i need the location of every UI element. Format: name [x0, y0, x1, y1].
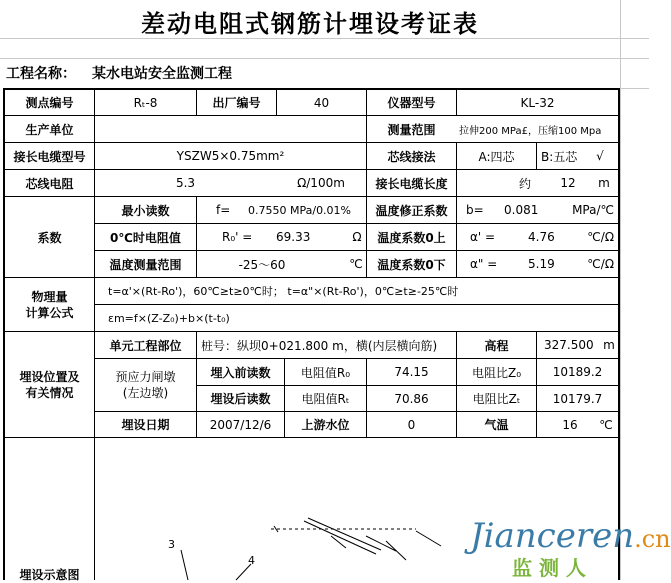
watermark-cn: .cn	[634, 525, 671, 553]
elevation-unit: m	[603, 338, 615, 352]
elevation-value: 327.500	[544, 338, 594, 352]
cable-length-label: 接长电缆长度	[375, 176, 448, 191]
b-unit: MPa/℃	[572, 203, 614, 217]
sketch-leader-3	[181, 550, 188, 580]
model-label: 仪器型号	[387, 96, 436, 110]
cable-length-approx: 约	[518, 176, 531, 191]
b-symbol: b=	[466, 203, 484, 217]
range-value: 拉伸200 MPa£，压缩100 Mpa	[459, 125, 602, 137]
unit-project-label: 单元工程部位	[109, 338, 182, 353]
temp-range-label: 温度测量范围	[109, 257, 182, 272]
alpha1-symbol: α' =	[470, 230, 496, 244]
coefficient-label: 系数	[37, 230, 62, 245]
project-label: 工程名称：	[6, 66, 76, 82]
sketch-label: 埋设示意图	[19, 568, 80, 582]
point-no-value: Rₜ-8	[133, 95, 158, 110]
sketch-number-4: 4	[248, 554, 255, 567]
elevation-label: 高程	[484, 338, 509, 353]
zt-label: 电阻比Zₜ	[472, 392, 521, 406]
f-value: 0.7550 MPa/0.01%	[248, 203, 352, 217]
factory-no-value: 40	[313, 95, 330, 110]
project-name: 某水电站安全监测工程	[92, 66, 232, 82]
before-reading-label: 埋入前读数	[210, 365, 271, 380]
factory-no-label: 出厂编号	[212, 96, 261, 110]
z0-value: 10189.2	[552, 365, 603, 379]
cable-type-value: YSZW5×0.75mm²	[176, 149, 285, 163]
manufacturer-label: 生产单位	[25, 122, 74, 137]
rt-label: 电阻值Rₜ	[301, 392, 350, 406]
col-line	[456, 196, 457, 277]
air-temp-label: 气温	[484, 418, 509, 432]
col-line	[456, 169, 457, 196]
model-value: KL-32	[520, 95, 555, 110]
z0-label: 电阻比Z₀	[471, 365, 522, 380]
alpha1-unit: ℃/Ω	[587, 230, 614, 244]
structure-location: 预应力闸墩 (左边墩)	[115, 370, 176, 400]
min-reading-label: 最小读数	[121, 203, 170, 218]
cable-length-value: 12	[560, 176, 576, 190]
table-right-border	[618, 88, 620, 580]
grid-line	[620, 0, 621, 580]
watermark-logo	[470, 516, 671, 580]
point-no-label: 测点编号	[25, 96, 74, 110]
upstream-level-label: 上游水位	[301, 418, 350, 432]
install-location-label: 埋设位置及 有关情况	[19, 369, 80, 400]
zt-value: 10179.7	[552, 391, 603, 406]
cable-type-label: 接长电缆型号	[13, 149, 86, 164]
watermark-chinese: 监 测 人	[512, 556, 586, 580]
option-five-core: B:五芯	[541, 149, 578, 164]
core-resistance-label: 芯线电阻	[25, 176, 74, 191]
core-resistance-unit: Ω/100m	[297, 176, 345, 190]
pile-number-value: 桩号：纵坝0+021.800 m，横(内层横向筋)	[201, 338, 438, 353]
sketch-number-3: 3	[168, 538, 175, 551]
b-value: 0.081	[504, 203, 539, 217]
temp-coef-above-label: 温度系数0上	[377, 230, 446, 245]
alpha1-value: 4.76	[528, 230, 555, 244]
formula-strain: εm=f×(Z-Z₀)+b×(t-t₀)	[108, 311, 230, 325]
r0-before-label: 电阻值R₀	[300, 365, 351, 380]
manufacturer-value	[95, 116, 366, 142]
range-label: 测量范围	[387, 122, 436, 137]
watermark-text: Jianceren	[470, 516, 635, 556]
formula-label: 物理量 计算公式	[25, 289, 74, 320]
temp-range-unit: ℃	[349, 257, 363, 271]
alpha2-unit: ℃/Ω	[587, 257, 614, 271]
air-temp-unit: ℃	[599, 417, 613, 432]
form-title: 差动电阻式钢筋计埋设考证表	[141, 10, 479, 38]
r0-value: 69.33	[276, 230, 311, 244]
rt-value: 70.86	[394, 391, 429, 406]
grid-line	[0, 58, 649, 59]
formula-temperature: t=α'×(Rt-Ro')，60℃≥t≥0℃时； t=α"×(Rt-Ro')，0℃≥t≥-25℃时	[108, 285, 459, 298]
install-date-value: 2007/12/6	[209, 417, 272, 432]
r0-symbol: R₀' =	[222, 230, 253, 244]
after-reading-label: 埋设后读数	[210, 392, 271, 406]
r0-unit: Ω	[352, 230, 362, 244]
grid-line	[620, 88, 649, 89]
core-resistance-value: 5.3	[175, 176, 196, 190]
alpha2-symbol: α" =	[470, 257, 498, 271]
f-symbol: f=	[216, 203, 231, 217]
r0-before-value: 74.15	[394, 365, 429, 379]
r0-at-zero-label: 0℃时电阻值	[110, 230, 181, 245]
checkmark-icon: √	[596, 149, 604, 163]
install-date-label: 埋设日期	[121, 418, 170, 432]
air-temp-value: 16	[562, 417, 578, 432]
alpha2-value: 5.19	[528, 257, 555, 271]
cable-length-unit: m	[598, 176, 610, 190]
core-wiring-label: 芯线接法	[387, 149, 436, 164]
option-four-core: A:四芯	[478, 149, 515, 164]
temp-coef-below-label: 温度系数0下	[377, 257, 446, 272]
upstream-level-value: 0	[407, 417, 416, 432]
temp-range-value: -25～60	[238, 257, 286, 272]
temp-correction-label: 温度修正系数	[375, 203, 448, 218]
